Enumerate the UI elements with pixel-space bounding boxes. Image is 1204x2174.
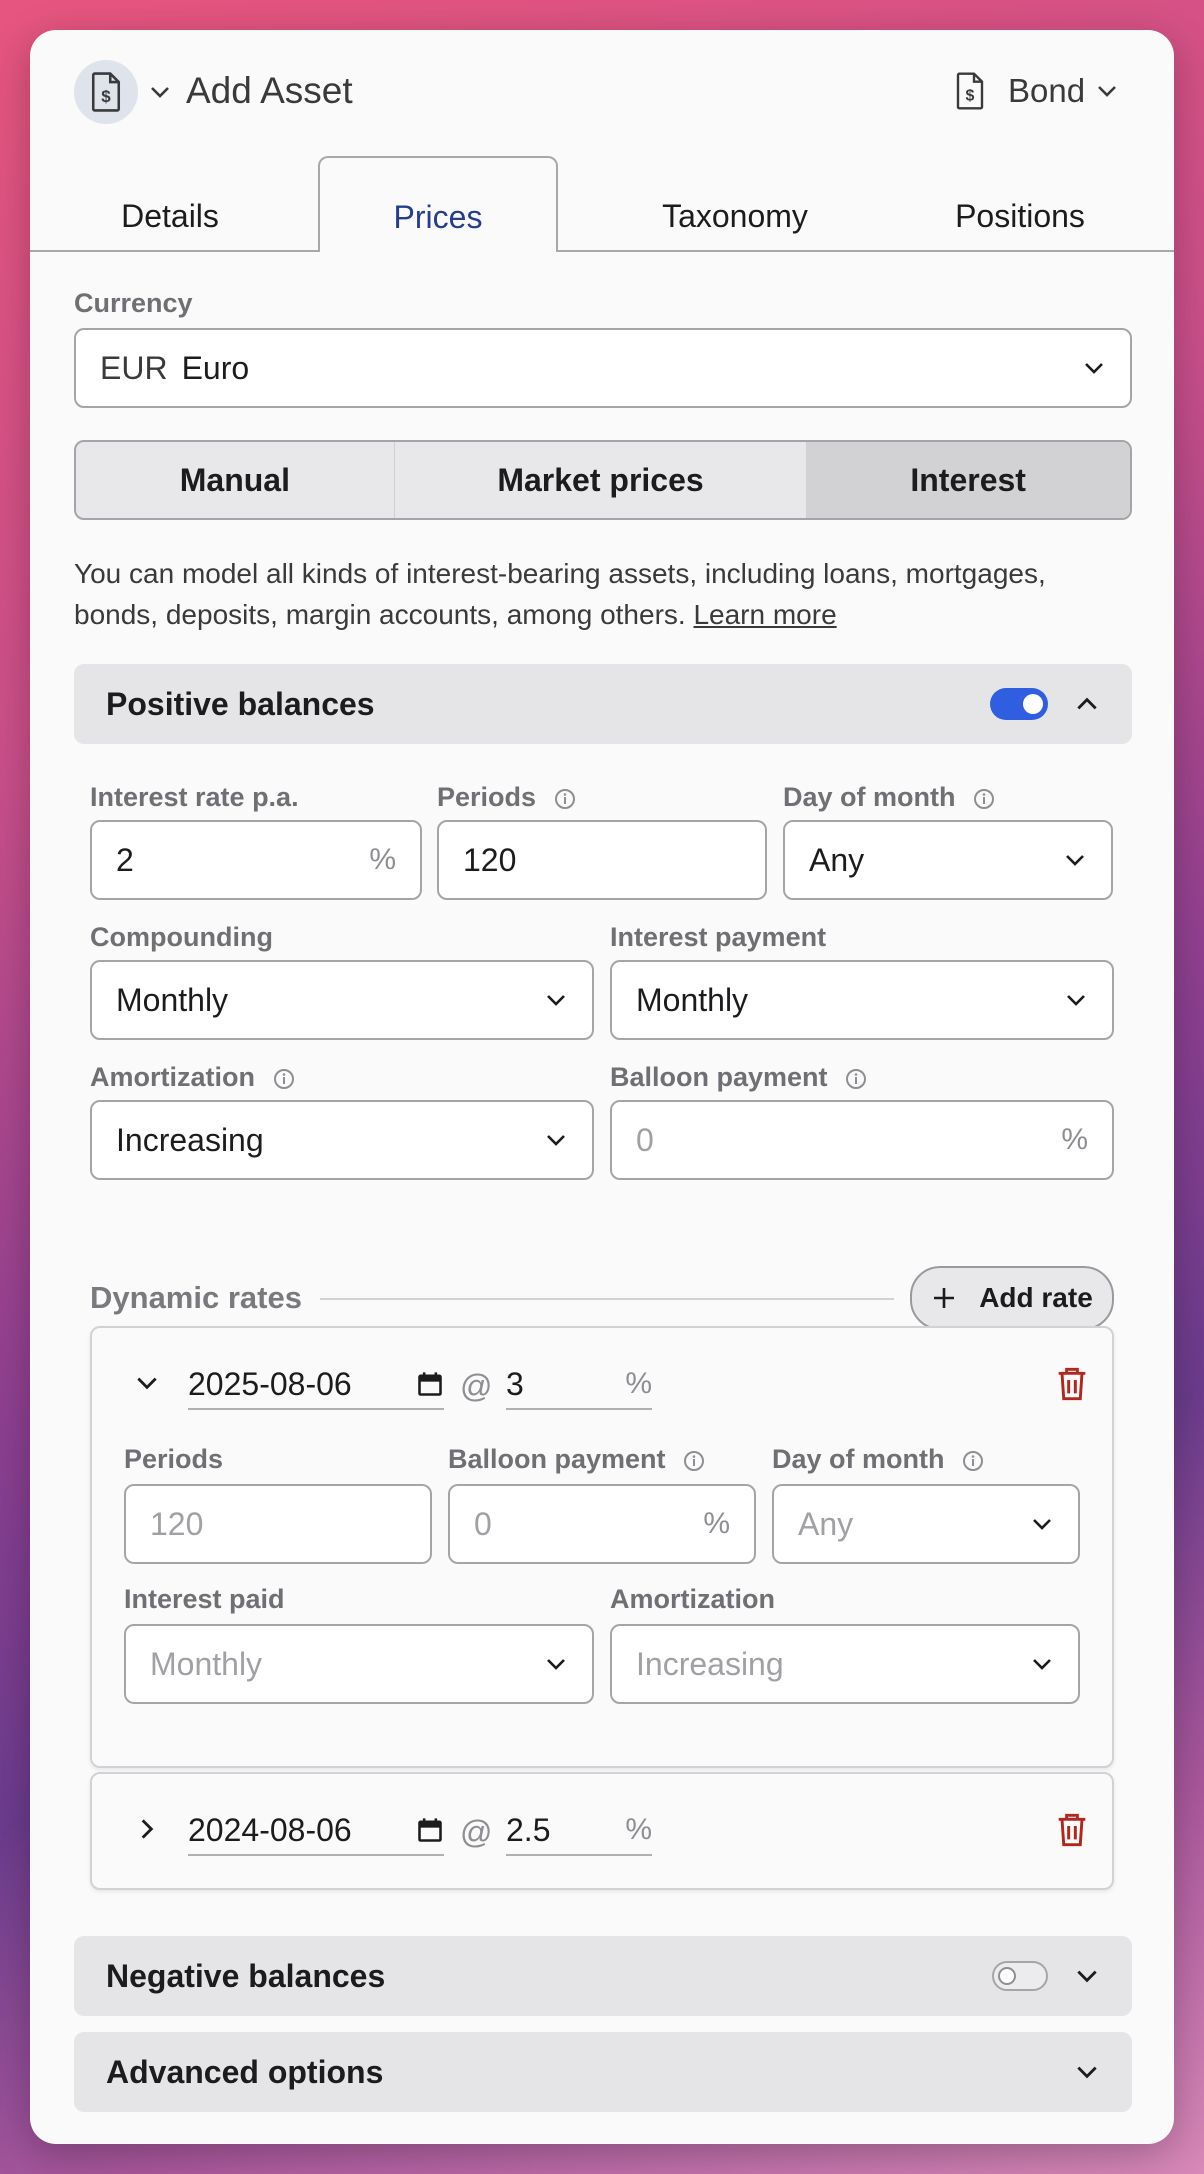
compounding-select[interactable] bbox=[90, 960, 594, 1040]
rate-value: 2.5 bbox=[506, 1811, 551, 1848]
tab-positions[interactable]: Positions bbox=[955, 197, 1085, 234]
percent-suffix: % bbox=[625, 1367, 652, 1400]
amortization-label-text: Amortization bbox=[90, 1062, 255, 1092]
rate-periods-placeholder: 120 bbox=[150, 1505, 204, 1542]
day-of-month-label bbox=[783, 782, 995, 813]
mode-interest[interactable]: Interest bbox=[806, 442, 1130, 518]
currency-label: Currency bbox=[74, 288, 193, 318]
day-of-month-value: Any bbox=[809, 841, 865, 878]
rate-value-input[interactable] bbox=[506, 1806, 652, 1856]
rate-amortization-value: Increasing bbox=[636, 1645, 784, 1682]
rate-interest-paid-label: Interest paid bbox=[124, 1584, 285, 1614]
amortization-value: Increasing bbox=[116, 1121, 264, 1158]
rate-day-of-month-value: Any bbox=[798, 1505, 854, 1542]
interest-description bbox=[74, 553, 1134, 635]
amortization-label bbox=[90, 1062, 295, 1093]
asset-type-selector[interactable] bbox=[954, 70, 1119, 112]
rate-day-of-month-label bbox=[772, 1444, 984, 1475]
rate-day-of-month-label-text: Day of month bbox=[772, 1444, 945, 1474]
positive-balances-title: Positive balances bbox=[106, 685, 375, 722]
rate-day-of-month-select[interactable] bbox=[772, 1484, 1080, 1564]
dynamic-rates-divider bbox=[320, 1298, 894, 1300]
percent-suffix: % bbox=[369, 843, 396, 876]
rate-amortization-label: Amortization bbox=[610, 1584, 775, 1614]
rate-date-input[interactable] bbox=[188, 1360, 444, 1410]
chevron-down-icon bbox=[1082, 360, 1106, 376]
trash-icon[interactable] bbox=[1056, 1366, 1088, 1402]
tab-prices[interactable]: Prices bbox=[318, 156, 558, 252]
rate-balloon-label bbox=[448, 1444, 705, 1475]
currency-code: EUR bbox=[100, 349, 168, 386]
document-dollar-icon bbox=[89, 72, 123, 112]
periods-input[interactable] bbox=[437, 820, 767, 900]
advanced-options-title: Advanced options bbox=[106, 2053, 384, 2090]
info-icon[interactable] bbox=[554, 788, 576, 810]
add-rate-label: Add rate bbox=[979, 1282, 1093, 1313]
interest-payment-label: Interest payment bbox=[610, 922, 827, 952]
negative-balances-header[interactable] bbox=[74, 1936, 1132, 2016]
chevron-down-icon bbox=[544, 1656, 568, 1672]
rate-balloon-input[interactable] bbox=[448, 1484, 756, 1564]
negative-balances-toggle[interactable] bbox=[992, 1961, 1048, 1991]
chevron-down-icon[interactable] bbox=[148, 84, 172, 100]
chevron-down-icon bbox=[1095, 83, 1119, 99]
day-of-month-select[interactable] bbox=[783, 820, 1113, 900]
balloon-payment-placeholder: 0 bbox=[636, 1121, 654, 1158]
compounding-label: Compounding bbox=[90, 922, 273, 952]
chevron-down-icon bbox=[1030, 1516, 1054, 1532]
plus-icon bbox=[931, 1285, 957, 1311]
rate-date-value: 2024-08-06 bbox=[188, 1811, 352, 1848]
rate-periods-label: Periods bbox=[124, 1444, 224, 1474]
mode-manual[interactable]: Manual bbox=[76, 442, 395, 518]
rate-value-input[interactable] bbox=[506, 1360, 652, 1410]
rate-interest-paid-value: Monthly bbox=[150, 1645, 263, 1682]
negative-balances-title: Negative balances bbox=[106, 1957, 386, 1994]
info-icon[interactable] bbox=[845, 1068, 867, 1090]
amortization-select[interactable] bbox=[90, 1100, 594, 1180]
rate-periods-input[interactable] bbox=[124, 1484, 432, 1564]
at-sign: @ bbox=[460, 1814, 493, 1850]
chevron-down-icon[interactable] bbox=[134, 1374, 160, 1392]
interest-rate-label: Interest rate p.a. bbox=[90, 782, 299, 812]
at-sign: @ bbox=[460, 1368, 493, 1404]
add-rate-button[interactable] bbox=[910, 1266, 1114, 1330]
balloon-payment-label-text: Balloon payment bbox=[610, 1062, 828, 1092]
chevron-down-icon[interactable] bbox=[1074, 1967, 1100, 1985]
asset-type-label: Bond bbox=[1008, 72, 1086, 109]
document-dollar-icon bbox=[954, 70, 986, 112]
percent-suffix: % bbox=[625, 1813, 652, 1846]
learn-more-link[interactable]: Learn more bbox=[693, 599, 837, 630]
svg-text:$: $ bbox=[101, 86, 111, 106]
periods-label bbox=[437, 782, 576, 813]
dialog-title: Add Asset bbox=[186, 70, 353, 111]
dynamic-rates-title: Dynamic rates bbox=[90, 1280, 302, 1315]
percent-suffix: % bbox=[1061, 1123, 1088, 1156]
info-icon[interactable] bbox=[683, 1450, 705, 1472]
interest-rate-value: 2 bbox=[116, 841, 134, 878]
positive-balances-header[interactable] bbox=[74, 664, 1132, 744]
svg-text:$: $ bbox=[965, 87, 975, 105]
rate-balloon-placeholder: 0 bbox=[474, 1505, 492, 1542]
interest-payment-value: Monthly bbox=[636, 981, 749, 1018]
balloon-payment-label bbox=[610, 1062, 867, 1093]
tab-taxonomy[interactable]: Taxonomy bbox=[662, 197, 808, 234]
chevron-down-icon bbox=[544, 1132, 568, 1148]
info-icon[interactable] bbox=[962, 1450, 984, 1472]
balloon-payment-input[interactable] bbox=[610, 1100, 1114, 1180]
calendar-icon[interactable] bbox=[416, 1370, 444, 1398]
rate-interest-paid-select[interactable] bbox=[124, 1624, 594, 1704]
description-text: You can model all kinds of interest-bearing assets, including loans, mortgages, bonds, deposits, margin accounts, among others. bbox=[74, 558, 1046, 630]
positive-balances-toggle[interactable] bbox=[990, 688, 1048, 720]
calendar-icon[interactable] bbox=[416, 1816, 444, 1844]
mode-market-prices[interactable]: Market prices bbox=[497, 461, 704, 498]
price-mode-segmented-control bbox=[74, 440, 1132, 520]
chevron-right-icon[interactable] bbox=[138, 1816, 156, 1842]
rate-date-value: 2025-08-06 bbox=[188, 1365, 352, 1402]
trash-icon[interactable] bbox=[1056, 1812, 1088, 1848]
interest-rate-input[interactable] bbox=[90, 820, 422, 900]
info-icon[interactable] bbox=[973, 788, 995, 810]
chevron-up-icon[interactable] bbox=[1074, 695, 1100, 713]
chevron-down-icon bbox=[544, 992, 568, 1008]
info-icon[interactable] bbox=[273, 1068, 295, 1090]
advanced-options-header[interactable] bbox=[74, 2032, 1132, 2112]
periods-label-text: Periods bbox=[437, 782, 537, 812]
chevron-down-icon bbox=[1030, 1656, 1054, 1672]
compounding-value: Monthly bbox=[116, 981, 229, 1018]
tab-details[interactable]: Details bbox=[121, 197, 219, 234]
add-asset-dialog bbox=[30, 30, 1174, 2144]
chevron-down-icon bbox=[1064, 992, 1088, 1008]
percent-suffix: % bbox=[703, 1507, 730, 1540]
currency-name: Euro bbox=[181, 349, 250, 386]
rate-balloon-label-text: Balloon payment bbox=[448, 1444, 666, 1474]
interest-payment-select[interactable] bbox=[610, 960, 1114, 1040]
day-of-month-label-text: Day of month bbox=[783, 782, 956, 812]
rate-date-input[interactable] bbox=[188, 1806, 444, 1856]
periods-value: 120 bbox=[463, 841, 517, 878]
currency-select[interactable] bbox=[74, 328, 1132, 408]
rate-amortization-select[interactable] bbox=[610, 1624, 1080, 1704]
asset-icon-button[interactable] bbox=[74, 60, 138, 124]
rate-value: 3 bbox=[506, 1365, 524, 1402]
chevron-down-icon bbox=[1063, 852, 1087, 868]
chevron-down-icon[interactable] bbox=[1074, 2063, 1100, 2081]
